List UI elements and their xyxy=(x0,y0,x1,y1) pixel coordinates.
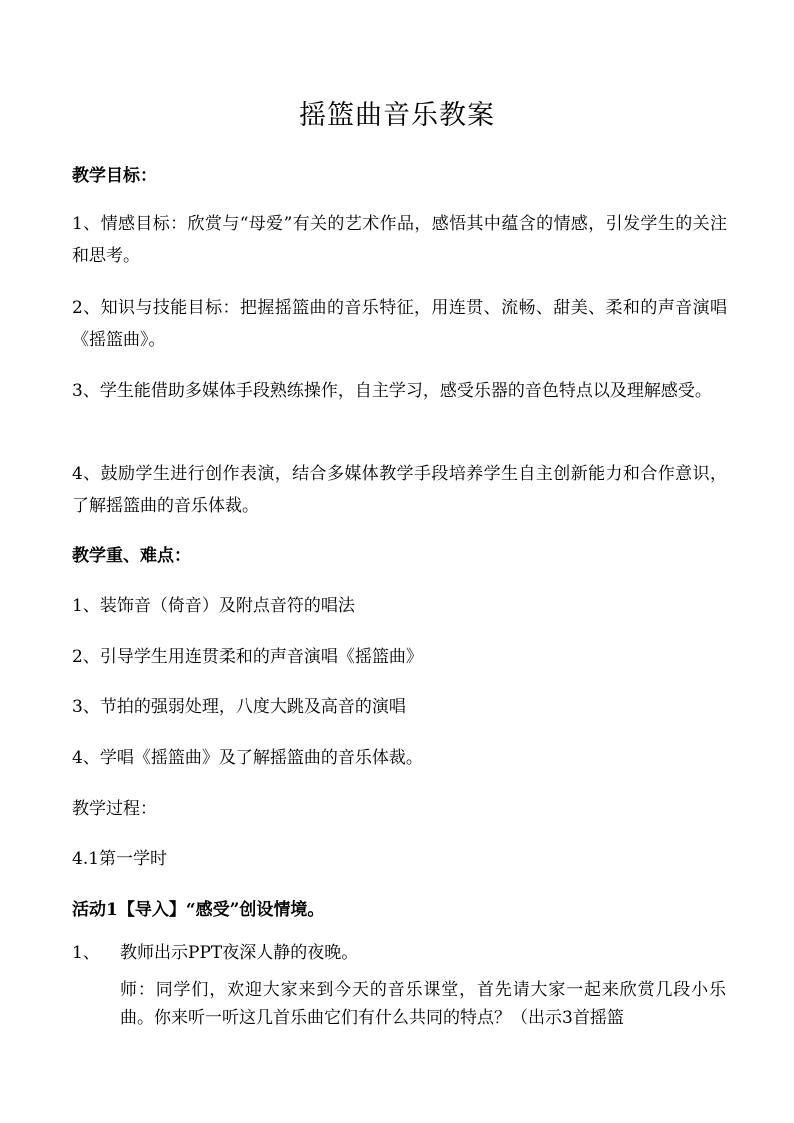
goal-item-2: 2、知识与技能目标：把握摇篮曲的音乐特征，用连贯、流畅、甜美、柔和的声音演唱《摇篮曲》。 xyxy=(72,298,727,350)
step-number: 1、 xyxy=(72,943,100,963)
goal-item-1: 1、情感目标：欣赏与“母爱”有关的艺术作品，感悟其中蕴含的情感，引发学生的关注和思考。 xyxy=(72,214,727,266)
key-point-4: 4、学唱《摇篮曲》及了解摇篮曲的音乐体裁。 xyxy=(72,748,423,768)
step-text: 教师出示PPT夜深人静的夜晚。 xyxy=(120,943,359,963)
key-point-3: 3、节拍的强弱处理，八度大跳及高音的演唱 xyxy=(72,697,406,717)
section-heading-key-points: 教学重、难点： xyxy=(72,546,191,566)
key-point-1: 1、装饰音（倚音）及附点音符的唱法 xyxy=(72,596,355,616)
section-heading-process: 教学过程： xyxy=(72,799,157,819)
document-title: 摇篮曲音乐教案 xyxy=(299,100,495,131)
goal-item-3: 3、学生能借助多媒体手段熟练操作，自主学习，感受乐器的音色特点以及理解感受。 xyxy=(72,381,712,401)
section-heading-goals: 教学目标： xyxy=(72,166,157,186)
activity-heading: 活动1【导入】“感受”创设情境。 xyxy=(72,900,325,920)
lesson-heading: 4.1第一学时 xyxy=(72,849,168,869)
goal-item-4: 4、鼓励学生进行创作表演，结合多媒体教学手段培养学生自主创新能力和合作意识，了解摇篮曲的音乐体裁。 xyxy=(72,464,727,516)
key-point-2: 2、引导学生用连贯柔和的声音演唱《摇篮曲》 xyxy=(72,647,423,667)
teacher-speech: 师：同学们，欢迎大家来到今天的音乐课堂，首先请大家一起来欣赏几段小乐曲。你来听一听这几首乐曲它们有什么共同的特点？（出示3首摇篮 xyxy=(120,980,726,1028)
